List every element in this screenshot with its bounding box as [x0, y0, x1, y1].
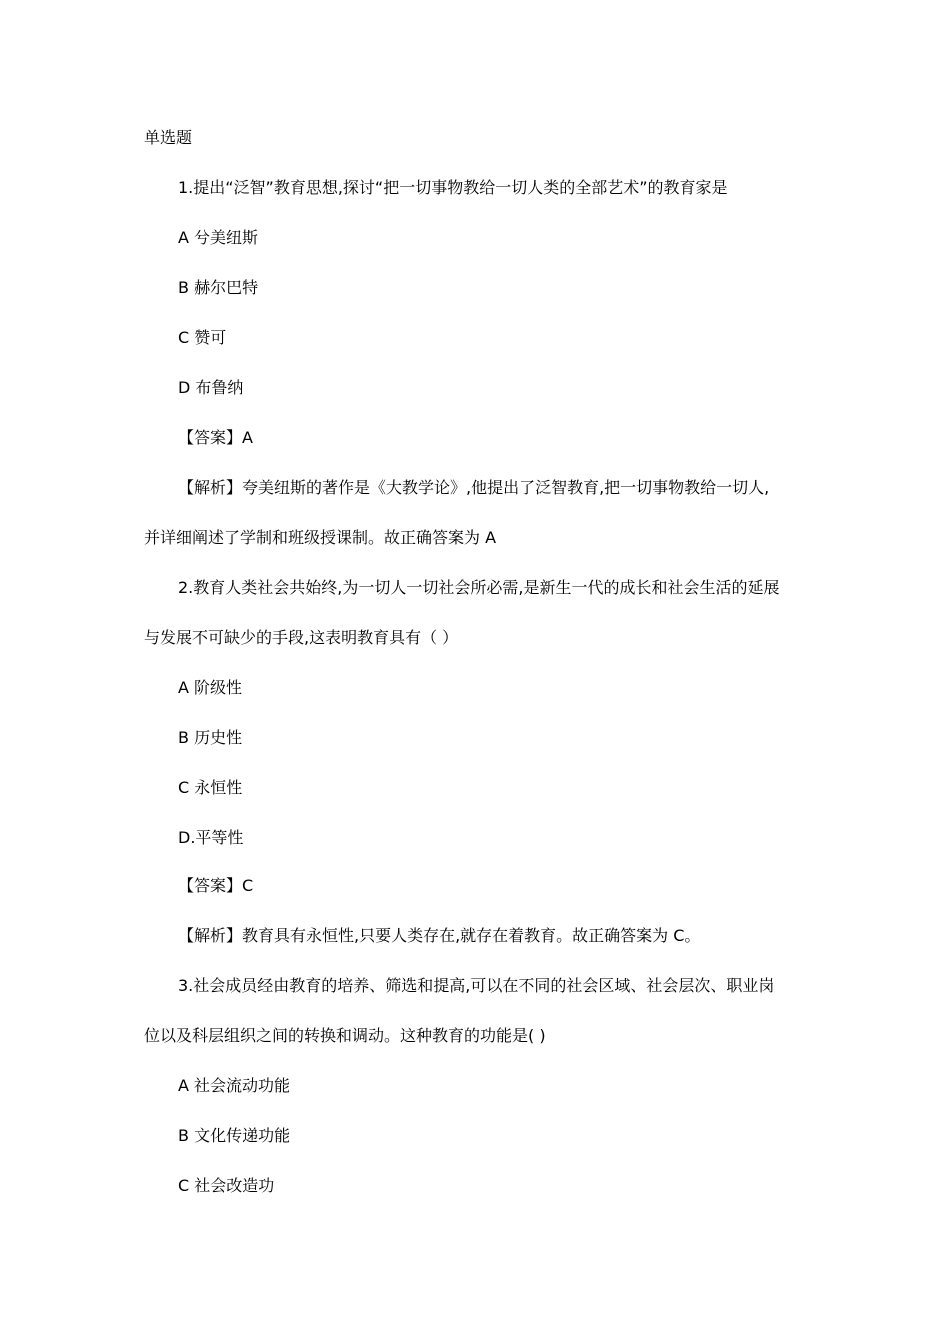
question-1-answer: 【答案】A — [178, 428, 253, 447]
question-2-answer: 【答案】C — [178, 876, 254, 895]
question-1-option-a: A 兮美纽斯 — [178, 228, 259, 247]
question-2-option-b: B 历史性 — [178, 728, 243, 747]
question-1-analysis-line-1: 【解析】夸美纽斯的著作是《大教学论》,他提出了泛智教育,把一切事物教给一切人, — [178, 478, 770, 497]
question-2-analysis-line-1: 【解析】教育具有永恒性,只要人类存在,就存在着教育。故正确答案为 C。 — [178, 926, 701, 945]
question-2-option-d: D.平等性 — [178, 828, 244, 847]
question-1-option-b: B 赫尔巴特 — [178, 278, 259, 297]
question-3-option-c: C 社会改造功 — [178, 1176, 275, 1195]
question-3-stem-line-2: 位以及科层组织之间的转换和调动。这种教育的功能是( ) — [144, 1026, 546, 1045]
question-1-analysis-line-2: 并详细阐述了学制和班级授课制。故正确答案为 A — [144, 528, 497, 547]
question-2-option-a: A 阶级性 — [178, 678, 243, 697]
question-3-option-a: A 社会流动功能 — [178, 1076, 291, 1095]
question-2-stem-line-1: 2.教育人类社会共始终,为一切人一切社会所必需,是新生一代的成长和社会生活的延展 — [178, 578, 780, 597]
question-1-stem: 1.提出“泛智”教育思想,探讨“把一切事物教给一切人类的全部艺术”的教育家是 — [178, 178, 728, 197]
question-1-option-d: D 布鲁纳 — [178, 378, 244, 397]
question-3-option-b: B 文化传递功能 — [178, 1126, 291, 1145]
question-1-option-c: C 赞可 — [178, 328, 227, 347]
section-title: 单选题 — [144, 128, 193, 147]
question-2-option-c: C 永恒性 — [178, 778, 243, 797]
question-2-stem-line-2: 与发展不可缺少的手段,这表明教育具有（ ） — [144, 628, 459, 647]
question-3-stem-line-1: 3.社会成员经由教育的培养、筛选和提高,可以在不同的社会区域、社会层次、职业岗 — [178, 976, 775, 995]
